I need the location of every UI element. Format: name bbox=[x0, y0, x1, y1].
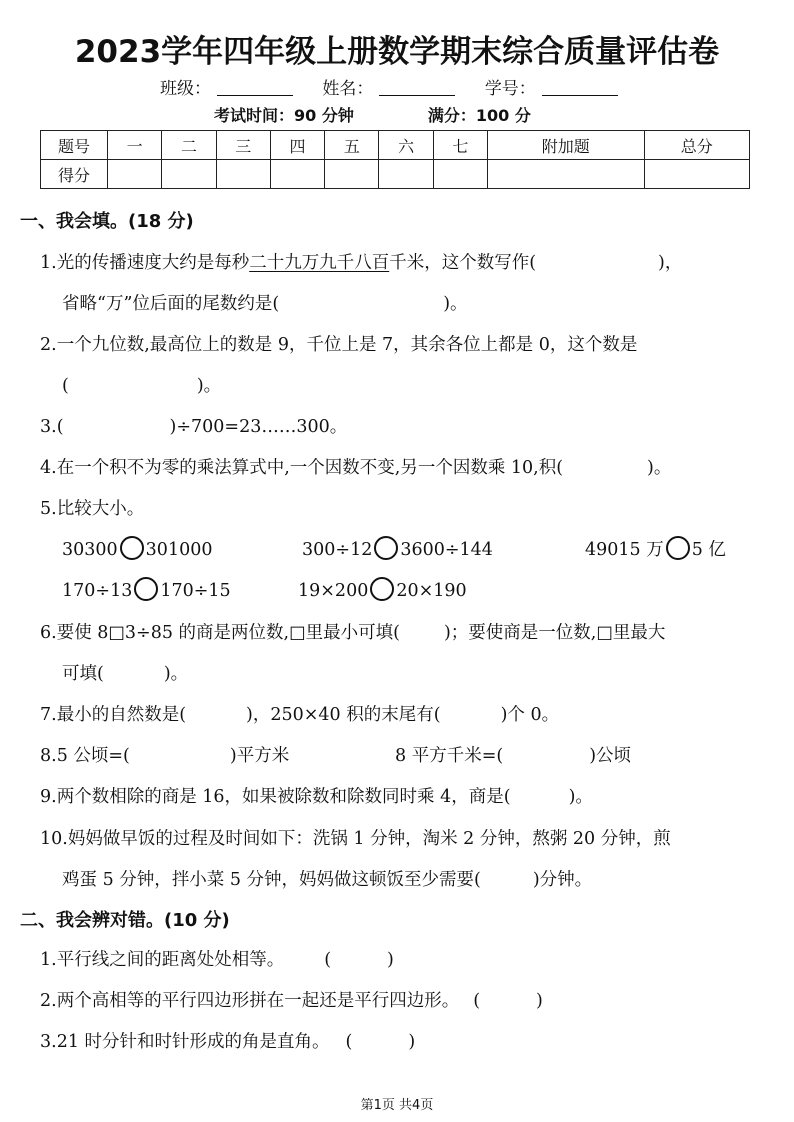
judge-text: 1.平行线之间的距离处处相等。 bbox=[40, 950, 285, 970]
question-6a bbox=[40, 619, 665, 644]
compare-item bbox=[302, 536, 493, 560]
q7-end: )个 0。 bbox=[500, 705, 560, 725]
name-label: 姓名： bbox=[322, 79, 374, 99]
question-9 bbox=[40, 783, 593, 808]
score-input-cell[interactable] bbox=[644, 160, 749, 189]
q10b-end: )分钟。 bbox=[532, 870, 593, 890]
score-input-cell[interactable] bbox=[325, 160, 379, 189]
paren-close: ) bbox=[387, 950, 394, 970]
q8b-end: )公顷 bbox=[589, 746, 632, 766]
question-10a: 10.妈妈做早饭的过程及时间如下：洗锅 1 分钟，淘米 2 分钟，熬粥 20 分钟，煎 bbox=[40, 829, 671, 849]
compare-item bbox=[585, 536, 726, 561]
score-input-cell[interactable] bbox=[433, 160, 487, 189]
q6a-text: 6.要使 8□3÷85 的商是两位数,□里最小可填( bbox=[40, 623, 400, 643]
paren-open: ( bbox=[345, 1032, 353, 1052]
score-input-cell[interactable] bbox=[216, 160, 270, 189]
paren-open: ( bbox=[473, 991, 481, 1011]
exam-time: 考试时间：90 分钟 bbox=[214, 106, 354, 125]
q8a-end: )平方米 bbox=[229, 746, 290, 766]
id-label: 学号： bbox=[484, 79, 536, 99]
judge-question-3 bbox=[40, 1028, 415, 1053]
full-score: 满分：100 分 bbox=[427, 106, 531, 125]
compare-item bbox=[62, 536, 212, 560]
question-8b bbox=[395, 742, 631, 767]
compare-circle[interactable] bbox=[666, 536, 690, 560]
score-input-cell[interactable] bbox=[270, 160, 324, 189]
q6b-text: 可填( bbox=[62, 664, 104, 684]
q4-text: 4.在一个积不为零的乘法算式中,一个因数不变,另一个因数乘 10,积( bbox=[40, 458, 564, 478]
compare-right: 170÷15 bbox=[160, 581, 231, 601]
compare-right: 5 亿 bbox=[691, 540, 726, 560]
compare-left: 30300 bbox=[62, 540, 118, 560]
q7-mid: )，250×40 积的末尾有( bbox=[246, 705, 441, 725]
name-field[interactable] bbox=[379, 77, 455, 96]
score-cell: 三 bbox=[216, 131, 270, 160]
question-6b bbox=[62, 660, 188, 685]
score-cell: 五 bbox=[325, 131, 379, 160]
q1a-end: )， bbox=[658, 253, 683, 273]
judge-question-1 bbox=[40, 946, 394, 971]
q7-text: 7.最小的自然数是( bbox=[40, 705, 187, 725]
class-field[interactable] bbox=[217, 77, 293, 96]
score-cell: 题号 bbox=[41, 131, 108, 160]
exam-meta bbox=[214, 103, 531, 126]
compare-item bbox=[62, 577, 231, 601]
score-input-cell[interactable] bbox=[162, 160, 216, 189]
section2-heading: 二、我会辨对错。(10 分) bbox=[20, 910, 230, 931]
score-header-row bbox=[41, 131, 750, 160]
compare-left: 300÷12 bbox=[302, 540, 373, 560]
score-cell: 二 bbox=[162, 131, 216, 160]
class-label: 班级： bbox=[160, 79, 211, 99]
compare-left: 170÷13 bbox=[62, 581, 133, 601]
compare-circle[interactable] bbox=[120, 536, 144, 560]
q4-end: )。 bbox=[647, 458, 672, 478]
paren-close: ) bbox=[536, 991, 543, 1011]
score-input-cell[interactable] bbox=[488, 160, 644, 189]
q1a-text-post: 千米，这个数写作( bbox=[389, 253, 537, 273]
q8b-text: 8 平方千米=( bbox=[395, 746, 504, 766]
compare-right: 3600÷144 bbox=[400, 540, 493, 560]
score-table bbox=[40, 130, 750, 189]
page-title: 2023学年四年级上册数学期末综合质量评估卷 bbox=[74, 34, 720, 70]
student-info bbox=[160, 74, 642, 99]
q9-end: )。 bbox=[568, 787, 593, 807]
q1b-end: )。 bbox=[443, 294, 468, 314]
question-2b bbox=[62, 372, 221, 397]
score-cell: 附加题 bbox=[488, 131, 644, 160]
q2b-end: )。 bbox=[196, 376, 222, 396]
paren-open: ( bbox=[324, 950, 332, 970]
score-input-cell[interactable] bbox=[108, 160, 162, 189]
q6a-mid: )；要使商是一位数,□里最大 bbox=[443, 623, 666, 643]
compare-right: 20×190 bbox=[396, 581, 467, 601]
score-cell: 一 bbox=[108, 131, 162, 160]
question-1b bbox=[62, 290, 468, 315]
question-2a: 2.一个九位数,最高位上的数是 9，千位上是 7，其余各位上都是 0，这个数是 bbox=[40, 335, 638, 355]
question-8a bbox=[40, 742, 289, 767]
judge-text: 3.21 时分针和时针形成的角是直角。 bbox=[40, 1032, 330, 1052]
compare-circle[interactable] bbox=[134, 577, 158, 601]
compare-left: 19×200 bbox=[298, 581, 369, 601]
judge-text: 2.两个高相等的平行四边形拼在一起还是平行四边形。 bbox=[40, 991, 460, 1011]
score-cell: 四 bbox=[270, 131, 324, 160]
compare-right: 301000 bbox=[145, 540, 213, 560]
judge-question-2 bbox=[40, 987, 543, 1012]
q2b-open: ( bbox=[62, 376, 69, 396]
q1a-text: 1.光的传播速度大约是每秒 bbox=[40, 253, 250, 273]
q9-text: 9.两个数相除的商是 16，如果被除数和除数同时乘 4，商是( bbox=[40, 787, 511, 807]
question-3 bbox=[40, 413, 347, 438]
question-4 bbox=[40, 454, 671, 479]
question-5: 5.比较大小。 bbox=[40, 499, 145, 519]
question-10b bbox=[62, 866, 592, 891]
score-row-label: 得分 bbox=[41, 160, 108, 189]
score-value-row bbox=[41, 160, 750, 189]
compare-left: 49015 万 bbox=[585, 540, 664, 560]
compare-circle[interactable] bbox=[374, 536, 398, 560]
compare-circle[interactable] bbox=[370, 577, 394, 601]
page-footer: 第1页 共4页 bbox=[360, 1098, 434, 1113]
section1-heading: 一、我会填。(18 分) bbox=[20, 211, 194, 232]
q10b-text: 鸡蛋 5 分钟，拌小菜 5 分钟，妈妈做这顿饭至少需要( bbox=[62, 870, 481, 890]
score-cell: 总分 bbox=[644, 131, 749, 160]
id-field[interactable] bbox=[542, 77, 618, 96]
paren-close: ) bbox=[408, 1032, 416, 1052]
q1a-underlined: 二十九万九千八百 bbox=[249, 253, 390, 273]
q3-open: 3.( bbox=[40, 417, 64, 437]
score-input-cell[interactable] bbox=[379, 160, 433, 189]
q8a-text: 8.5 公顷=( bbox=[40, 746, 130, 766]
q1b-text: 省略“万”位后面的尾数约是( bbox=[62, 294, 280, 314]
question-7 bbox=[40, 701, 559, 726]
compare-item bbox=[298, 577, 467, 601]
q6b-end: )。 bbox=[163, 664, 189, 684]
q3-end: )÷700=23……300。 bbox=[169, 417, 348, 437]
score-cell: 六 bbox=[379, 131, 433, 160]
score-cell: 七 bbox=[433, 131, 487, 160]
question-1a bbox=[40, 249, 682, 274]
